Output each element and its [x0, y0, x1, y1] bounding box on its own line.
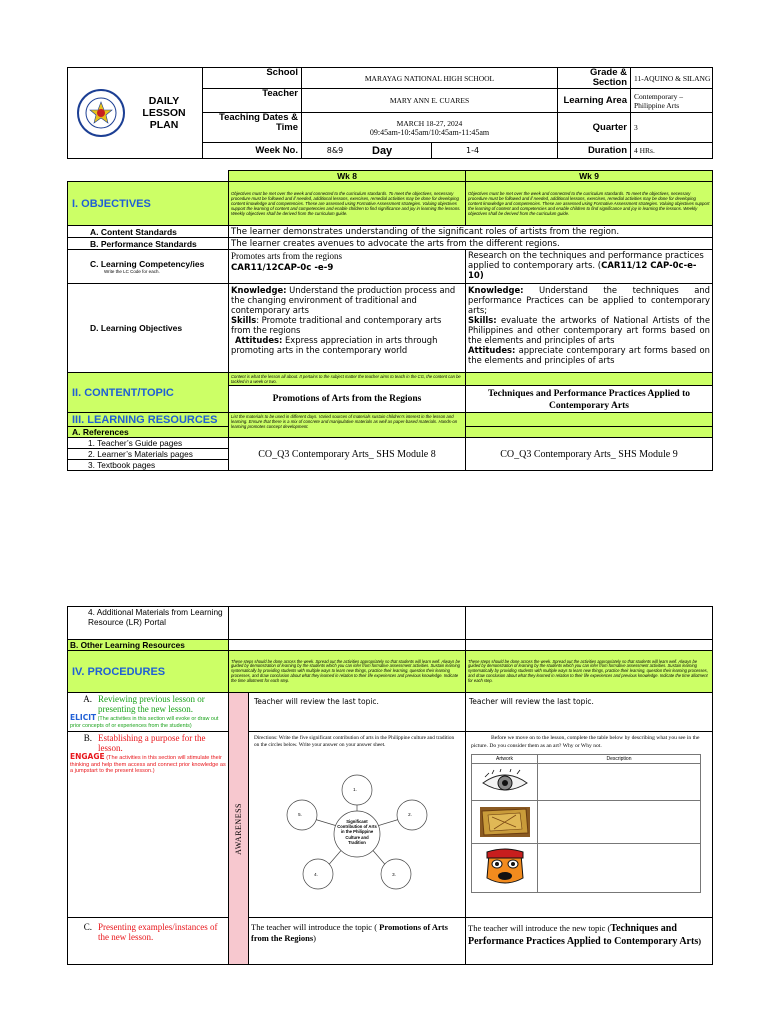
circle-label-3: 3. [392, 872, 396, 877]
procedures-note-w8: These steps should be done across the week. Spread out the activities appropriately so that students will learn well. Always be guided by demonstration of learning by the students which you can infer from formative assessment activities. Sustain learning systematically by providing students with multiple ways to learn new things, practice their learning, question their learning processes, and draw conclusion about what they learned in relation to their life experiences and previous knowledge. Indicate the time allotment for each step. [229, 651, 466, 693]
answer-circle-3 [381, 859, 411, 889]
references-w9-blank [466, 427, 713, 438]
module-w8: CO_Q3 Contemporary Arts_ SHS Module 8 [229, 438, 466, 471]
school-value: MARAYAG NATIONAL HIGH SCHOOL [302, 68, 558, 89]
dates-line-2: 09:45am-10:45am/10:45am-11:45am [369, 127, 490, 137]
competency-w8-code: CAR11/12CAP-0c -e-9 [231, 263, 334, 273]
references-label: A. References [68, 427, 229, 438]
week-value [302, 143, 432, 159]
learning-objectives-label: D. Learning Objectives [68, 284, 229, 373]
step-c-cell [68, 918, 229, 965]
teachers-guide-label: 1. Teacher’s Guide pages [68, 438, 229, 449]
learners-materials-label: 2. Learner’s Materials pages [68, 449, 229, 460]
step-b-w8 [249, 732, 466, 918]
fabric-art-icon [478, 805, 532, 839]
objectives-heading: I. OBJECTIVES [68, 182, 229, 226]
learning-objectives-w8 [229, 284, 466, 373]
artwork-table [471, 754, 701, 893]
content-standards-value: The learner demonstrates understanding of the significant roles of artists from the region. [229, 226, 713, 238]
step-a-letter: A. [83, 694, 92, 704]
performance-standards-label: B. Performance Standards [68, 238, 229, 250]
w9-knowledge-label: Knowledge: [468, 285, 524, 295]
circle-label-1: 1. [353, 787, 357, 792]
duration-value: 4 HRs. [631, 143, 713, 159]
deped-seal-icon [76, 88, 126, 138]
answer-circle-1 [342, 775, 372, 805]
competency-sub: Write the LC Code for each. [104, 269, 160, 274]
w9-knowledge-text: Understand the techniques and performance Practices can be applied to contemporary arts; [468, 285, 710, 315]
dates-label: Teaching Dates & Time [203, 113, 302, 143]
plan-table-1 [67, 170, 713, 471]
competency-w8-text: Promotes arts from the regions [231, 251, 342, 261]
content-topic-heading: II. CONTENT/TOPIC [68, 373, 229, 413]
step-b-cell [68, 732, 229, 918]
answer-circle-2 [397, 800, 427, 830]
content-standards-label: A. Content Standards [68, 226, 229, 238]
awareness-column [229, 693, 249, 965]
w8-knowledge-text: Understand the production process and the changing environment of traditional and contemporary arts [231, 285, 456, 315]
week-label: Week No. [203, 143, 302, 159]
quarter-label: Quarter [558, 113, 631, 143]
step-c-w8-intro: The teacher will introduce the topic ( [251, 922, 380, 932]
circle-label-2: 2. [408, 812, 412, 817]
eye-sketch-icon [480, 769, 530, 795]
step-c-w9-close: ) [698, 936, 702, 946]
header-table [67, 67, 713, 159]
step-c-w9 [466, 918, 713, 965]
other-resources-label: B. Other Learning Resources [68, 640, 229, 651]
engage-desc: (The activities in this section will stimulate their thinking and help them access and connect prior knowledge as a jumpstart to the present lesson.) [70, 755, 226, 775]
day-label: Day [372, 144, 393, 157]
area-label: Learning Area [558, 89, 631, 113]
grade-label: Grade & Section [558, 68, 631, 89]
step-c-w9-intro: The teacher will introduce the new topic ( [468, 923, 611, 933]
content-topic-w9: Techniques and Performance Practices Applied to Contemporary Arts [466, 386, 713, 413]
content-note-w9-blank [466, 373, 713, 386]
competency-w9-text: Research on the techniques and performance practices applied to contemporary arts. ( [468, 251, 704, 271]
awareness-label: AWARENESS [234, 802, 243, 855]
artwork-col-header: Artwork [472, 755, 538, 763]
step-b-w9-directions: Before we move on to the lesson, complete the table below by describing what you see in the picture. Do you consider them as an art? Why or Why not. [471, 735, 700, 749]
procedures-note-w9: These steps should be done across the week. Spread out the activities appropriately so that students will learn well. Always be guided by demonstration of learning by the students which you can infer from formative assessment activities. Sustain learning systematically by providing students with multiple ways to learn new things, practice their learning, question their learning processes, and draw conclusion about what they learned in relation to their life experiences and previous knowledge. Indicate the time allotment for each step. [466, 651, 713, 693]
circle-label-5: 5. [298, 812, 302, 817]
competency-w9-code: CAR11/12 CAP-0c-e-10) [468, 261, 697, 281]
content-note: Content is what the lesson all about. It pertains to the subject matter the teacher aims to teach in the CG, the content can be tackled in a week or two. [229, 373, 466, 386]
teacher-label: Teacher [203, 89, 302, 113]
step-c-title: Presenting examples/instances of the new lesson. [98, 922, 218, 942]
learning-resources-heading: III. LEARNING RESOURCES [68, 413, 229, 427]
objectives-note-w8: Objectives must be met over the week and connected to the curriculum standards. To meet the objectives, necessary procedure must be followed and if needed, additional lessons, exercises, remedial activities may be done for developing content knowledge and competencies. These are assessed using Formative Assessment strategies. Valuing objectives support the learning of content and competencies and enable children to find significance and joy in learning the lessons. Weekly objectives shall be derived from the curriculum guide. [229, 182, 466, 226]
week-number: 8&9 [326, 146, 344, 155]
objectives-note-w9: Objectives must be met over the week and connected to the curriculum standards. To meet the objectives, necessary procedure must be followed and if needed, additional lessons, exercises, remedial activities may be done for developing content knowledge and competencies. These are assessed using Formative Assessment strategies. Valuing objectives support the learning of content and competencies and enable children to find significance and joy in learning the lessons. Weekly objectives shall be derived from the curriculum guide. [466, 182, 713, 226]
artwork-row-3 [472, 844, 700, 892]
performance-standards-value: The learner creates avenues to advocate the arts from the different regions. [229, 238, 713, 250]
w9-skills-label: Skills: [468, 315, 497, 325]
description-col-header: Description [606, 756, 632, 762]
step-b-letter: B. [83, 733, 92, 743]
w8-skills-label: Skills [231, 315, 257, 325]
procedures-heading: IV. PROCEDURES [68, 651, 229, 693]
day-value: 1-4 [432, 143, 558, 159]
plan-table-2 [67, 606, 713, 965]
competency-w8 [229, 250, 466, 284]
w8-knowledge-label: Knowledge: [231, 285, 287, 295]
learning-resources-w9-blank [466, 413, 713, 427]
dates-line-1: MARCH 18-27, 2024 [396, 118, 463, 128]
dates-value [302, 113, 558, 143]
w8-attitudes-text: Express appreciation in arts through promoting arts in the contemporary world [231, 335, 438, 355]
w8-attitudes-label: Attitudes: [235, 335, 283, 345]
learning-resources-note: List the materials to be used in different days. Varied sources of materials sustain children’s interest in the lesson and learning. Ensure that there is a mix of concrete and manipulative materials as well as paper-based materials. Hands-on learning promotes concept development. [229, 413, 466, 438]
additional-materials-w8 [229, 607, 466, 640]
module-w9: CO_Q3 Contemporary Arts_ SHS Module 9 [466, 438, 713, 471]
w8-skills-text: : Promote traditional and contemporary arts from the regions [231, 315, 442, 335]
mask-art-icon [483, 848, 527, 888]
quarter-value: 3 [631, 113, 713, 143]
step-c-w8-close: ) [313, 933, 317, 943]
step-c-letter: C. [83, 922, 92, 932]
step-c-w8-topic: Promotions of Arts from the Regions [251, 922, 448, 943]
answer-circle-5 [287, 800, 317, 830]
answer-circle-4 [303, 859, 333, 889]
w9-attitudes-text: appreciate contemporary art forms based on the elements and principles of arts [468, 345, 710, 365]
step-a-w8: Teacher will review the last topic. [249, 693, 466, 732]
wk8-header: Wk 8 [229, 171, 466, 182]
grade-value: 11-AQUINO & SILANG [631, 68, 713, 89]
artwork-row-1 [472, 764, 700, 801]
elicit-label: ELICIT [70, 713, 97, 722]
step-b-w8-directions: Directions: Write the five significant contribution of arts in the Philippine culture and tradition on the circles below. Write your answer on your answer sheet. [254, 735, 455, 748]
blank-header-cell [68, 171, 229, 182]
competency-label-cell [68, 250, 229, 284]
area-value: Contemporary – Philippine Arts [631, 89, 713, 113]
step-b-w9 [466, 732, 713, 918]
content-topic-w8: Promotions of Arts from the Regions [229, 386, 466, 413]
other-resources-w8 [229, 640, 466, 651]
w9-attitudes-label: Attitudes: [468, 345, 516, 355]
artwork-row-2 [472, 801, 700, 844]
step-a-w9: Teacher will review the last topic. [466, 693, 713, 732]
step-b-title: Establishing a purpose for the lesson. [98, 733, 206, 753]
w9-skills-text: evaluate the artworks of National Artists of the Philippines and other contemporary art forms based on the elements and principles of arts [468, 315, 710, 345]
step-a-title: Reviewing previous lesson or presenting the new lesson. [98, 694, 205, 714]
competency-label: C. Learning Competency/ies [90, 259, 205, 269]
other-resources-w9 [466, 640, 713, 651]
learning-objectives-w9 [466, 284, 713, 373]
additional-materials-label: 4. Additional Materials from Learning Resource (LR) Portal [68, 607, 229, 640]
additional-materials-w9 [466, 607, 713, 640]
teacher-value: MARY ANN E. CUARES [302, 89, 558, 113]
wk9-header: Wk 9 [466, 171, 713, 182]
logo-title-cell [68, 68, 203, 159]
diagram-center-label: Significant Contribution of Arts in the Philippine Culture and Tradition [337, 819, 377, 845]
school-label: School [203, 68, 302, 89]
engage-label: ENGAGE [70, 752, 105, 761]
step-a-cell [68, 693, 229, 732]
circle-label-4: 4. [314, 872, 318, 877]
dlp-title: DAILY LESSON PLAN [142, 95, 186, 131]
elicit-desc: (The activities in this section will evoke or draw out prior concepts of or experiences from the students) [70, 716, 219, 729]
step-c-w8 [249, 918, 466, 965]
textbook-pages-label: 3. Textbook pages [68, 460, 229, 471]
competency-w9 [466, 250, 713, 284]
step-c-w9-topic: Techniques and Performance Practices Applied to Contemporary Arts [468, 923, 699, 947]
duration-label: Duration [558, 143, 631, 159]
